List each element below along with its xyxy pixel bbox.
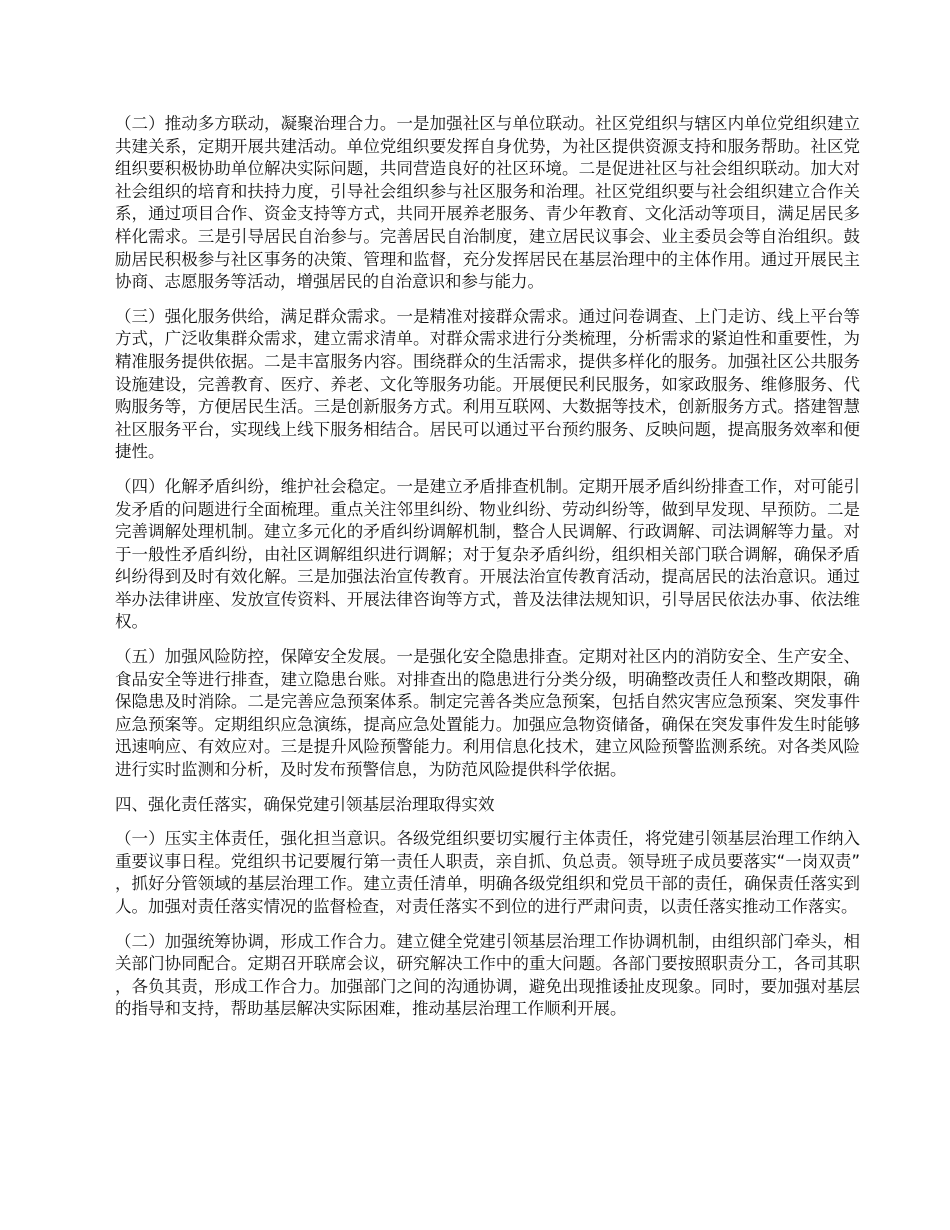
paragraph-section-3-2: （二）推动多方联动，凝聚治理合力。一是加强社区与单位联动。社区党组织与辖区内单位党组织建立共建关系，定期开展共建活动。单位党组织要发挥自身优势，为社区提供资源支持和服务帮助。社区党组织要积极协助单位解决实际问题，共同营造良好的社区环境。二是促进社区与社会组织联动。加大对社会组织的培育和扶持力度，引导社会组织参与社区服务和治理。社区党组织要与社会组织建立合作关系，通过项目合作、资金支持等方式，共同开展养老服务、青少年教育、文化活动等项目，满足居民多样化需求。三是引导居民自治参与。完善居民自治制度，建立居民议事会、业主委员会等自治组织。鼓励居民积极参与社区事务的决策、管理和监督，充分发挥居民在基层治理中的主体作用。通过开展民主协商、志愿服务等活动，增强居民的自治意识和参与能力。: [115, 114, 860, 292]
paragraph-section-3-3: （三）强化服务供给，满足群众需求。一是精准对接群众需求。通过问卷调查、上门走访、线上平台等方式，广泛收集群众需求，建立需求清单。对群众需求进行分类梳理，分析需求的紧迫性和重要性，为精准服务提供依据。二是丰富服务内容。围绕群众的生活需求，提供多样化的服务。加强社区公共服务设施建设，完善教育、医疗、养老、文化等服务功能。开展便民利民服务，如家政服务、维修服务、代购服务等，方便居民生活。三是创新服务方式。利用互联网、大数据等技术，创新服务方式。搭建智慧社区服务平台，实现线上线下服务相结合。居民可以通过平台预约服务、反映问题，提高服务效率和便捷性。: [115, 306, 860, 462]
paragraph-section-4-1: （一）压实主体责任，强化担当意识。各级党组织要切实履行主体责任，将党建引领基层治理工作纳入重要议事日程。党组织书记要履行第一责任人职责，亲自抓、负总责。领导班子成员要落实“一岗双责”，抓好分管领域的基层治理工作。建立责任清单，明确各级党组织和党员干部的责任，确保责任落实到人。加强对责任落实情况的监督检查，对责任落实不到位的进行严肃问责，以责任落实推动工作落实。: [115, 829, 860, 916]
section-heading-4: 四、强化责任落实，确保党建引领基层治理取得实效: [115, 794, 495, 814]
paragraph-section-3-4: （四）化解矛盾纠纷，维护社会稳定。一是建立矛盾排查机制。定期开展矛盾纠纷排查工作，对可能引发矛盾的问题进行全面梳理。重点关注邻里纠纷、物业纠纷、劳动纠纷等，做到早发现、早预防。二是完善调解处理机制。建立多元化的矛盾纠纷调解机制，整合人民调解、行政调解、司法调解等力量。对于一般性矛盾纠纷，由社区调解组织进行调解；对于复杂矛盾纠纷，组织相关部门联合调解，确保矛盾纠纷得到及时有效化解。三是加强法治宣传教育。开展法治宣传教育活动，提高居民的法治意识。通过举办法律讲座、发放宣传资料、开展法律咨询等方式，普及法律法规知识，引导居民依法办事、依法维权。: [115, 476, 860, 632]
paragraph-section-4-2: （二）加强统筹协调，形成工作合力。建立健全党建引领基层治理工作协调机制，由组织部门牵头，相关部门协同配合。定期召开联席会议，研究解决工作中的重大问题。各部门要按照职责分工，各司其职，各负其责，形成工作合力。加强部门之间的沟通协调，避免出现推诿扯皮现象。同时，要加强对基层的指导和支持，帮助基层解决实际困难，推动基层治理工作顺利开展。: [115, 931, 860, 1019]
document-body: [115, 113, 860, 1033]
paragraph-section-3-5: （五）加强风险防控，保障安全发展。一是强化安全隐患排查。定期对社区内的消防安全、生产安全、食品安全等进行排查，建立隐患台账。对排查出的隐患进行分类分级，明确整改责任人和整改期限，确保隐患及时消除。二是完善应急预案体系。制定完善各类应急预案，包括自然灾害应急预案、突发事件应急预案等。定期组织应急演练，提高应急处置能力。加强应急物资储备，确保在突发事件发生时能够迅速响应、有效应对。三是提升风险预警能力。利用信息化技术，建立风险预警监测系统。对各类风险进行实时监测和分析，及时发布预警信息，为防范风险提供科学依据。: [115, 647, 860, 780]
